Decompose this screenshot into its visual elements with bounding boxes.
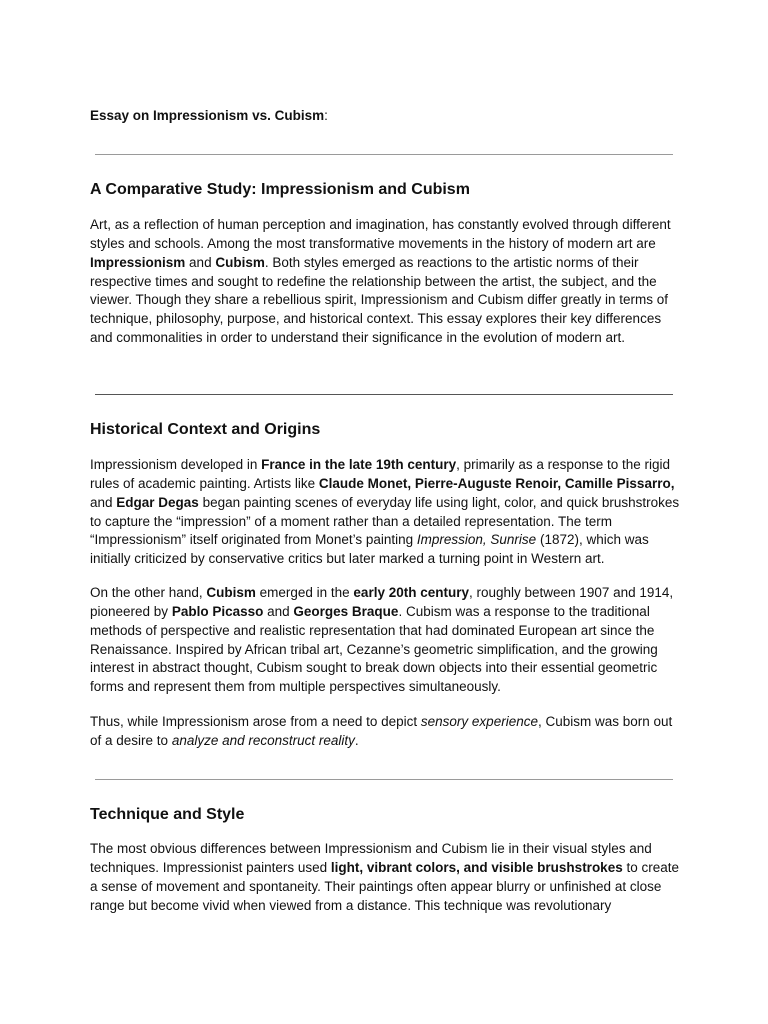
text-run: , roughly between 1907 and 1914, pioneered by: [90, 585, 674, 619]
text-run: and: [263, 603, 294, 619]
bold-text: Impressionism: [90, 254, 186, 270]
text-run: Impressionism developed in: [90, 457, 262, 472]
section-heading-historical-context: Historical Context and Origins: [90, 421, 321, 438]
bold-text: France in the late 19th century: [261, 457, 457, 472]
divider-3: [95, 779, 673, 780]
text-run: to create a sense of movement and spontaneity. Their paintings often appear blurry or unfinished at close range but become vivid when viewed from a distance. This technique was revolutionary: [90, 859, 679, 913]
paragraph-cubism-origins: [90, 584, 680, 697]
essay-label-title: Essay on Impressionism vs. Cubism: [90, 108, 325, 123]
text-run: Art, as a reflection of human perception and imagination, has constantly evolved through different styles and schools. Among the most transformative movements in the history of modern art are: [90, 217, 671, 251]
divider-2: [95, 394, 673, 395]
bold-text: Georges Braque: [293, 603, 399, 619]
text-run: The most obvious differences between Impressionism and Cubism lie in their visual styles and techniques. Impressionist painters used: [90, 841, 652, 875]
bold-text: Edgar Degas: [116, 494, 199, 510]
essay-label: [90, 107, 328, 125]
essay-label-colon: :: [324, 108, 328, 123]
paragraph-introduction: [90, 216, 680, 348]
text-run: .: [354, 732, 359, 748]
text-run: began painting scenes of everyday life using light, color, and quick brushstrokes to capture the “impression” of a moment rather than a detailed representation. The term “Impressionism” itself originated from Monet’s painting: [90, 494, 680, 548]
bold-text: Pablo Picasso: [171, 603, 264, 619]
text-run: . Cubism was a response to the traditional methods of perspective and realistic representation that had dominated European art since the Renaissance. Inspired by African tribal art, Cezanne’s geometric simplification, and the growing interest in abstract thought, Cubism sought to break down objects into their essential geometric forms and represent them from multiple perspectives simultaneously.: [90, 603, 658, 695]
bold-text: Claude Monet, Pierre-Auguste Renoir, Camille Pissarro,: [318, 475, 675, 491]
text-run: emerged in the: [255, 585, 354, 600]
section-heading-comparative-study: A Comparative Study: Impressionism and Cubism: [90, 181, 470, 198]
paragraph-technique: [90, 840, 680, 915]
section-heading-technique-style: Technique and Style: [90, 806, 245, 823]
bold-text: light, vibrant colors, and visible brushstrokes: [330, 859, 623, 875]
text-run: and: [185, 254, 216, 270]
divider-1: [95, 154, 673, 155]
text-run: On the other hand,: [90, 585, 207, 600]
italic-text: sensory experience: [420, 714, 538, 729]
text-run: , Cubism was born out of a desire to: [90, 714, 673, 748]
italic-text: analyze and reconstruct reality: [171, 732, 355, 748]
bold-text: Cubism: [206, 585, 256, 600]
text-run: . Both styles emerged as reactions to the artistic norms of their respective times and sought to redefine the relationship between the artist, the subject, and the viewer. Though they share a rebellious spirit, Impressionism and Cubism differ greatly in terms of technique, philosophy, purpose, and historical context. This essay explores their key differences and commonalities in order to understand their significance in the evolution of modern art.: [90, 254, 669, 346]
text-run: (1872), which was initially criticized by conservative critics but later marked a turning point in Western art.: [90, 532, 649, 567]
bold-text: Cubism: [215, 254, 265, 270]
bold-text: early 20th century: [353, 585, 469, 600]
italic-text: Impression, Sunrise: [416, 532, 537, 548]
text-run: and: [90, 494, 117, 510]
text-run: , primarily as a response to the rigid rules of academic painting. Artists like: [90, 457, 671, 491]
text-run: Thus, while Impressionism arose from a need to depict: [90, 714, 421, 729]
paragraph-impressionism-origins: [90, 456, 680, 569]
paragraph-origins-summary: [90, 713, 680, 751]
